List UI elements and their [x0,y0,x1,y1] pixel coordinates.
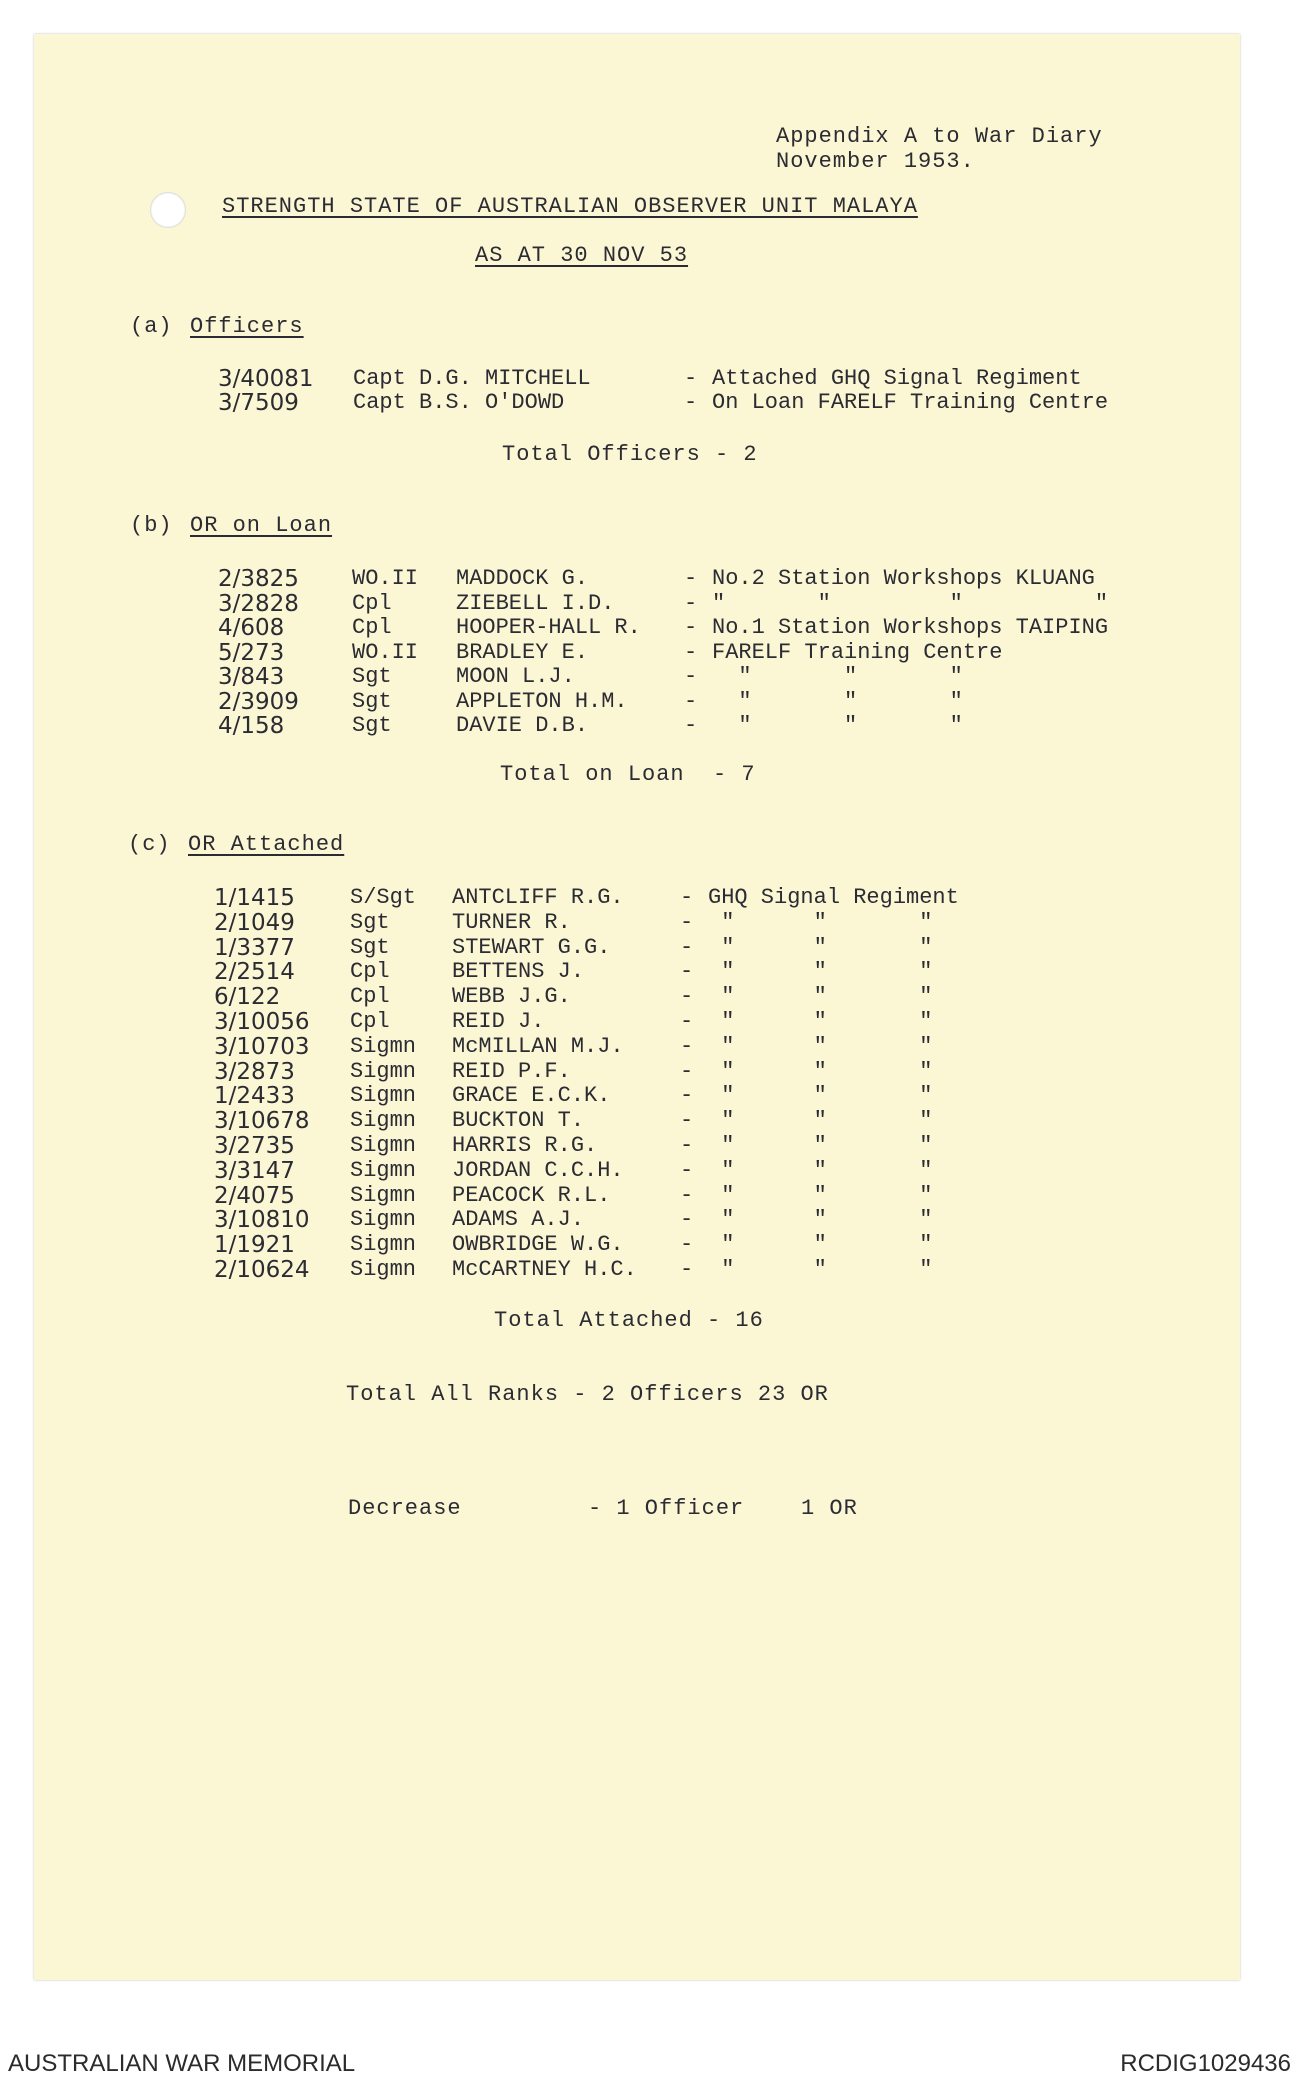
service-number: 6/122 [214,984,281,1011]
rank: Sigmn [350,1207,417,1233]
rank: Cpl [350,959,390,985]
attached-row [0,1232,1299,1259]
service-number: 3/2828 [218,590,299,617]
attached-row [0,984,1299,1011]
posting: GHQ Signal Regiment [708,885,959,910]
attached-row [0,1059,1299,1083]
attached-row [0,1083,1299,1110]
service-number: 3/7509 [218,390,299,416]
rank: Sgt [352,688,392,714]
on-loan-row [0,640,1299,664]
dash: - [684,566,698,591]
footer-record-id: RCDIG1029436 [1120,2050,1291,2077]
posting: " " " [708,1257,933,1282]
posting: " " " [708,984,933,1010]
on-loan-total: Total on Loan - 7 [500,762,756,787]
member-name: WEBB J.G. [452,984,571,1010]
attached-row [0,1009,1299,1033]
attached-row [0,1108,1299,1135]
attached-row [0,1034,1299,1058]
rank: Sgt [352,664,392,689]
rank: Sigmn [350,1058,417,1084]
rank: Sigmn [350,1033,417,1059]
rank: Sigmn [350,1182,417,1208]
service-number: 3/10703 [214,1033,310,1060]
on-loan-section-label: (b) [130,513,173,538]
officers-section-label: (a) [130,314,173,339]
member-name: HARRIS R.G. [452,1133,598,1158]
member-name: ANTCLIFF R.G. [452,885,624,910]
dash: - [680,934,694,960]
member-name: MOON L.J. [456,664,575,689]
member-name: BUCKTON T. [452,1108,585,1134]
service-number: 2/2514 [214,959,295,986]
officers-total: Total Officers - 2 [502,442,758,467]
service-number: 3/10678 [214,1108,310,1135]
posting: Attached GHQ Signal Regiment [712,366,1082,391]
rank: Sigmn [350,1133,417,1158]
rank: Cpl [350,984,390,1010]
officer-name: Capt B.S. O'DOWD [353,390,565,415]
member-name: DAVIE D.B. [456,713,589,738]
dash: - [684,664,698,689]
service-number: 4/608 [218,615,285,641]
service-number: 4/158 [218,713,285,739]
rank: Sigmn [350,1257,417,1282]
dash: - [680,1182,694,1208]
member-name: ZIEBELL I.D. [456,590,615,616]
service-number: 1/3377 [214,934,295,961]
dash: - [680,1108,694,1134]
service-number: 2/1049 [214,909,295,936]
member-name: STEWART G.G. [452,934,611,960]
posting: " " " [712,713,963,738]
service-number: 2/4075 [214,1182,295,1209]
service-number: 2/10624 [214,1257,310,1283]
officer-row [0,366,1299,390]
service-number: 3/2735 [214,1133,295,1159]
document-subtitle: AS AT 30 NOV 53 [475,243,689,268]
rank: Cpl [350,1009,390,1034]
rank: WO.II [352,639,419,665]
on-loan-row [0,713,1299,737]
member-name: JORDAN C.C.H. [452,1157,624,1183]
posting: FARELF Training Centre [712,639,1003,665]
dash: - [680,984,694,1010]
rank: WO.II [352,566,419,591]
dash: - [684,390,698,415]
service-number: 3/2873 [214,1058,295,1085]
dash: - [684,639,698,665]
posting: " " " [708,1182,933,1208]
posting: On Loan FARELF Training Centre [712,390,1109,415]
attached-row [0,1183,1299,1207]
posting: " " " [708,1033,933,1059]
on-loan-row [0,664,1299,688]
posting: " " " [708,934,933,960]
rank: Sgt [350,909,390,935]
posting: " " " [708,1108,933,1134]
rank: Sigmn [350,1108,417,1134]
rank: Sigmn [350,1157,417,1183]
member-name: GRACE E.C.K. [452,1083,611,1109]
attached-row [0,935,1299,959]
posting: " " " [708,1157,933,1183]
attached-total: Total Attached - 16 [494,1308,764,1333]
service-number: 1/2433 [214,1083,295,1110]
rank: Sigmn [350,1083,417,1109]
member-name: MADDOCK G. [456,566,589,591]
rank: Cpl [352,590,392,616]
posting: " " " [708,1083,933,1109]
service-number: 2/3825 [218,566,299,592]
appendix-line-1: Appendix A to War Diary [776,124,1103,149]
member-name: BETTENS J. [452,959,585,985]
officer-row [0,390,1299,414]
rank: Sgt [352,713,392,738]
member-name: McMILLAN M.J. [452,1033,624,1059]
posting: " " " " [712,590,1109,616]
dash: - [680,1058,694,1084]
appendix-line-2: November 1953. [776,149,975,174]
dash: - [680,1207,694,1233]
service-number: 3/843 [218,664,285,690]
dash: - [680,1232,694,1258]
service-number: 2/3909 [218,688,299,715]
posting: No.1 Station Workshops TAIPING [712,615,1109,640]
rank: Sigmn [350,1232,417,1258]
attached-row [0,1133,1299,1157]
rank: Cpl [352,615,392,640]
on-loan-section-heading: OR on Loan [190,513,333,538]
service-number: 3/10810 [214,1207,310,1234]
dash: - [680,959,694,985]
decrease-value: - 1 Officer 1 OR [588,1496,858,1521]
rank: S/Sgt [350,885,417,910]
dash: - [680,1157,694,1183]
posting: " " " [708,1133,933,1158]
officer-name: Capt D.G. MITCHELL [353,366,591,391]
footer-credit: AUSTRALIAN WAR MEMORIAL [8,2050,356,2077]
on-loan-row [0,566,1299,590]
on-loan-row [0,615,1299,639]
attached-row [0,1257,1299,1281]
attached-row [0,1158,1299,1182]
member-name: TURNER R. [452,909,571,935]
dash: - [680,1083,694,1109]
posting: " " " [708,909,933,935]
posting: " " " [708,1009,933,1034]
posting: " " " [712,688,963,714]
punch-hole [150,192,186,228]
document-title: STRENGTH STATE OF AUSTRALIAN OBSERVER UNIT MALAYA [222,194,918,219]
on-loan-row [0,689,1299,713]
posting: " " " [708,1058,933,1084]
service-number: 1/1415 [214,885,295,911]
dash: - [680,1257,694,1282]
dash: - [684,366,698,391]
member-name: REID P.F. [452,1058,571,1084]
attached-row [0,1207,1299,1234]
posting: " " " [708,1207,933,1233]
dash: - [684,590,698,616]
attached-section-label: (c) [128,832,171,857]
dash: - [680,909,694,935]
dash: - [680,1009,694,1034]
dash: - [684,688,698,714]
member-name: OWBRIDGE W.G. [452,1232,624,1258]
posting: No.2 Station Workshops KLUANG [712,566,1095,591]
posting: " " " [712,664,963,689]
member-name: PEACOCK R.L. [452,1182,611,1208]
member-name: ADAMS A.J. [452,1207,585,1233]
total-all-ranks: Total All Ranks - 2 Officers 23 OR [346,1382,829,1407]
posting: " " " [708,959,933,985]
service-number: 1/1921 [214,1232,295,1259]
dash: - [680,885,694,910]
on-loan-row [0,591,1299,615]
rank: Sgt [350,934,390,960]
dash: - [680,1033,694,1059]
service-number: 3/3147 [214,1157,295,1184]
service-number: 3/40081 [218,366,314,392]
attached-row [0,959,1299,986]
member-name: HOOPER-HALL R. [456,615,641,640]
attached-row [0,910,1299,934]
dash: - [684,713,698,738]
member-name: BRADLEY E. [456,639,589,665]
attached-row [0,885,1299,909]
member-name: McCARTNEY H.C. [452,1257,637,1282]
member-name: APPLETON H.M. [456,688,628,714]
dash: - [680,1133,694,1158]
decrease-label: Decrease [348,1496,462,1521]
posting: " " " [708,1232,933,1258]
member-name: REID J. [452,1009,545,1034]
service-number: 5/273 [218,639,285,666]
service-number: 3/10056 [214,1009,310,1035]
attached-section-heading: OR Attached [188,832,345,857]
dash: - [684,615,698,640]
officers-section-heading: Officers [190,314,304,339]
